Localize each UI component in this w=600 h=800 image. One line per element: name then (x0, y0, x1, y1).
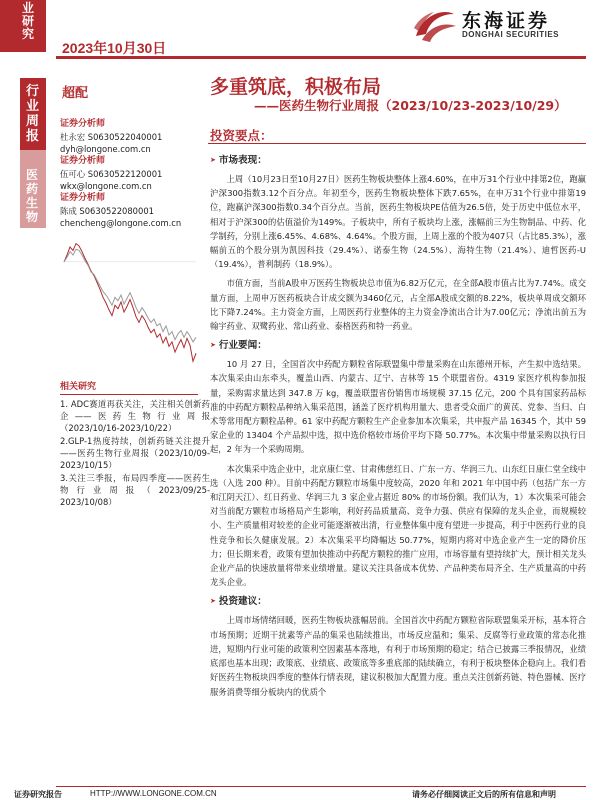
chart-series-line (64, 244, 196, 362)
strip-industry-label: 医药生物 (26, 168, 39, 224)
chart-series-line (64, 249, 196, 342)
related-research-item[interactable]: 2.GLP-1热度持续，创新药链关注提升——医药生物行业周报（2023/10/09-2023/10/15） (60, 436, 210, 470)
strip-research-tag (0, 0, 46, 52)
arrow-bullet-icon: ➤ (210, 341, 216, 350)
brand-logo (412, 2, 598, 46)
arrow-bullet-icon: ➤ (210, 597, 216, 606)
analyst-label: 证券分析师 (60, 193, 106, 203)
analyst-email: chencheng@longone.com.cn (60, 218, 182, 228)
section-heading-label: 投资建议： (218, 596, 267, 608)
footer-divider (56, 786, 586, 787)
investment-highlights-heading: 投资要点： (210, 128, 273, 143)
related-research-divider (60, 394, 198, 395)
industry-rating: 超配 (62, 86, 89, 101)
analyst-label: 证券分析师 (60, 119, 106, 129)
footer-website-link[interactable]: HTTP://WWW.LONGONE.COM.CN (90, 789, 217, 798)
paragraph: 本次集采中选企业中，北京康仁堂、甘肃佛慈红日、广东一方、华润三九、山东红日康仁堂全线中选（入选 200 种）。目前中药配方颗粒市场集中度较高，2020 年和 2021 年中国中药（包括广东一方和江阴天江）、红日药业、华润三九 3 家企业占据近 80% 的市场份额。我们认为，1）本次集采可能会对当前配方颗粒市场格局产生影响，利好药品质量高、竞争力强、供应有保障的龙头企业，而规模较小、生产质量相对较差的企业可能逐渐被出清，行业整体集中度有望进一步提高，利于中医药行业的良性竞争和长久健康发展。2）本次集采平均降幅达 50.77%，短期内将对中选企业产生一定的降价压力；但长期来看，政策有望加快推动中药配方颗粒的推广应用，市场容量有望持续扩大，预计相关龙头企业产品的快速放量将带来业绩增量。建议关注具备成本优势、产品种类布局齐全、生产质量高的中药龙头企业。 (210, 463, 586, 588)
analyst-block (60, 192, 210, 229)
section-heading-market (210, 154, 586, 167)
report-subtitle: ——医药生物行业周报（2023/10/23-2023/10/29） (254, 98, 567, 113)
header-divider (56, 56, 586, 59)
main-content (210, 148, 586, 699)
left-color-strip (0, 0, 46, 800)
investment-highlights-divider (208, 143, 586, 144)
analyst-name-id: 伍可心 S0630522120001 (60, 169, 163, 179)
section-heading-advice (210, 595, 586, 608)
report-title: 多重筑底，积极布局 (210, 76, 382, 98)
strip-research-label: 业研究 (22, 1, 35, 41)
footer-report-type: 证券研究报告 (14, 790, 62, 799)
analyst-email: dyh@longone.com.cn (60, 144, 151, 154)
paragraph: 10 月 27 日，全国首次中药配方颗粒省际联盟集中带量采购在山东德州开标，产生拟中选结果。本次集采由山东牵头，覆盖山西、内蒙古、辽宁、吉林等 15 个联盟省份。4319 家医疗机构参加报量，采购需求量达到 347.8 万 kg，覆盖联盟省份销售市场规模 37.15 亿元，200 个具有国家药品标准的中药配方颗粒品种纳入集采范围，涵盖了医疗机构用量大、患者受众面广的黄芪、党参、当归、白术等常用配方颗粒品种。61 家中药配方颗粒生产企业参加本次集采，共申报产品 16345 个，其中 59 家企业的 13404 个产品拟中选，拟中选价格较市场价平均下降 50.77%。本次集中带量采购以执行日起，2 年为一个采购周期。 (210, 359, 586, 455)
report-date: 2023年10月30日 (62, 40, 167, 56)
performance-chart (60, 233, 200, 373)
paragraph: 上周（10月23日至10月27日）医药生物板块整体上涨4.60%，在申万31个行业中排第2位，跑赢沪深300指数3.12个百分点。年初至今，医药生物板块整体下跌7.65%，在申万31个行业中排第19位，跑赢沪深300指数0.34个百分点。当前，医药生物板块PE估值为26.5倍，处于历史中低位水平，相对于沪深300的估值溢价为149%。子板块中，所有子板块均上涨，涨幅前三为生物制品、中药、化学制药，分别上涨6.45%、4.68%、4.64%。个股方面，上周上涨的个股为407只（占比85.3%），涨幅前五的个股分别为凯因科技（29.4%）、诺泰生物（24.5%）、海特生物（21.4%）、迪哲医药-U（19.4%），普利制药（18.9%）。 (210, 174, 586, 270)
analyst-name-id: 陈成 S0630522080001 (60, 206, 154, 216)
related-research-title: 相关研究 (60, 382, 97, 392)
analyst-block (60, 155, 210, 192)
logo-swirl-icon (412, 6, 458, 44)
performance-chart-svg (60, 233, 200, 373)
strip-report-type-label: 行业周报 (26, 84, 40, 144)
logo-chinese-name: 东海证券 (462, 10, 551, 32)
analyst-email: wkx@longone.com.cn (60, 181, 152, 191)
related-research-item[interactable]: 3.关注三季报，布局四季度——医药生物行业周报（2023/09/25-2023/10/08） (60, 473, 210, 507)
strip-report-type (20, 78, 46, 150)
paragraph: 上周市场情绪回暖，医药生物板块涨幅居前。全国首次中药配方颗粒省际联盟集采开标，基本符合市场预期；近期干扰素等产品的集采也陆续推出，市场反应温和；集采、反腐等行业政策的常态化推进，短期内行业可能的政策利空因素基本落地，有利于市场预期的稳定；结合已披露三季报情况，业绩底部也基本出现；政策底、业绩底、政策底等多重底部的陆续确立，有利于板块整体企稳向上。我们看好医药生物板块四季度的整体行情表现，建议积极加大配置力度。重点关注创新药链、特色器械、医疗服务消费等细分板块内的优质个 (210, 615, 586, 697)
analyst-label: 证券分析师 (60, 156, 106, 166)
footer-disclaimer: 请务必仔细阅读正文后的所有信息和声明 (412, 790, 556, 799)
paragraph: 市值方面，当前A股申万医药生物板块总市值为6.82万亿元，在全部A股市值占比为7.74%。成交量方面，上周申万医药板块合计成交额为3460亿元，占全部A股成交额的8.22%，板块单周成交额环比下降7.24%。主力资金方面，上周医药行业整体的主力资金净流出合计为7.00亿元；净流出前五为翰宇药业、双鹭药业、常山药业、泰格医药和特一药业。 (210, 278, 586, 332)
sidebar (60, 118, 210, 509)
section-heading-label: 市场表现： (218, 155, 267, 166)
logo-english-name: DONGHAI SECURITIES (462, 30, 560, 39)
section-heading-news (210, 339, 586, 352)
arrow-bullet-icon: ➤ (210, 156, 216, 164)
analyst-name-id: 杜永宏 S0630522040001 (60, 132, 163, 142)
analyst-block (60, 118, 210, 155)
related-research-item[interactable]: 1. ADC赛道再获关注，关注相关创新药企——医药生物行业周报（2023/10/16-2023/10/22） (60, 399, 210, 433)
strip-industry (20, 150, 46, 228)
section-heading-label: 行业要闻： (218, 340, 267, 352)
